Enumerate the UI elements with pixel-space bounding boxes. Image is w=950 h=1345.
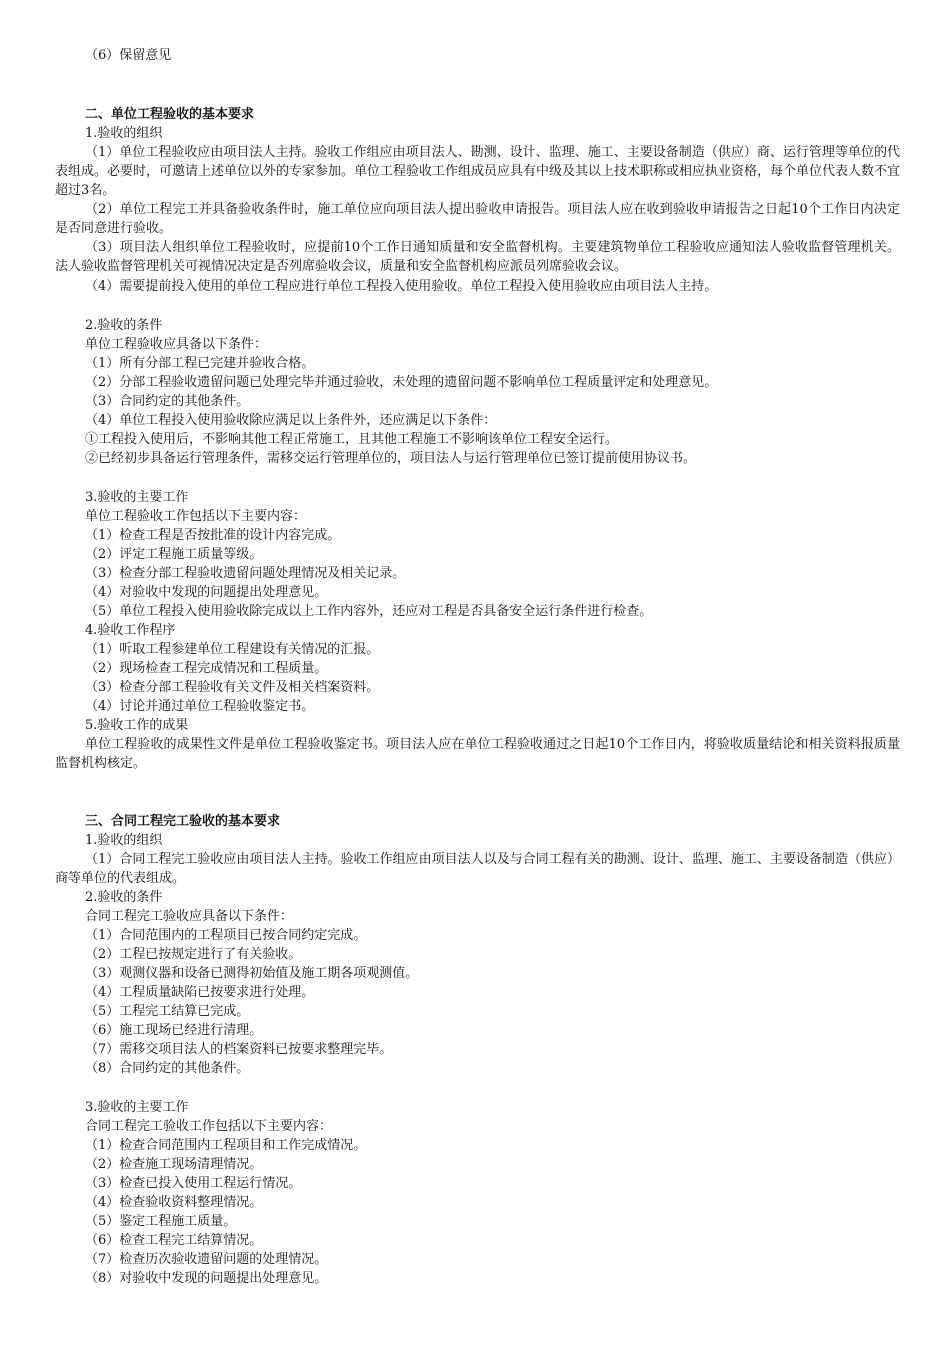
s2-org-para-2: （2）单位工程完工并具备验收条件时，施工单位应向项目法人提出验收申请报告。项目法人应在收到验收申请报告之日起10个工作日内决定是否同意进行验收。	[55, 202, 900, 237]
s2-result-para: 单位工程验收的成果性文件是单位工程验收鉴定书。项目法人应在单位工程验收通过之日起10个工作日内，将验收质量结论和相关资料报质量监督机构核定。	[55, 737, 900, 772]
s3-work-item: （5）鉴定工程施工质量。	[85, 1214, 237, 1229]
s2-work-item: （2）评定工程施工质量等级。	[85, 547, 263, 562]
s3-cond-intro: 合同工程完工验收应具备以下条件：	[85, 909, 294, 924]
s2-cond-subitem: ②已经初步具备运行管理条件，需移交运行管理单位的，项目法人与运行管理单位已签订提前使用协议书。	[85, 451, 697, 466]
s3-work-item: （6）检查工程完工结算情况。	[85, 1233, 263, 1248]
s2-work-item: （4）对验收中发现的问题提出处理意见。	[85, 585, 328, 600]
s3-cond-item: （3）观测仪器和设备已测得初始值及施工期各项观测值。	[85, 966, 419, 981]
s3-cond-item: （6）施工现场已经进行清理。	[85, 1023, 263, 1038]
s2-work-heading: 3.验收的主要工作	[85, 490, 189, 505]
s3-work-item: （3）检查已投入使用工程运行情况。	[85, 1176, 302, 1191]
s2-work-item: （3）检查分部工程验收遗留问题处理情况及相关记录。	[85, 566, 406, 581]
section-3-title: 三、合同工程完工验收的基本要求	[85, 814, 281, 829]
s3-cond-heading: 2.验收的条件	[85, 890, 163, 905]
s3-work-intro: 合同工程完工验收工作包括以下主要内容：	[85, 1119, 333, 1134]
s2-org-heading: 1.验收的组织	[85, 126, 163, 141]
s2-work-item: （1）检查工程是否按批准的设计内容完成。	[85, 528, 341, 543]
s3-work-item: （2）检查施工现场清理情况。	[85, 1157, 263, 1172]
s3-cond-item: （1）合同范围内的工程项目已按合同约定完成。	[85, 928, 367, 943]
s2-cond-item: （1）所有分部工程已完建并验收合格。	[85, 356, 315, 371]
s3-cond-item: （2）工程已按规定进行了有关验收。	[85, 947, 302, 962]
reserve-opinion-item: （6）保留意见	[85, 48, 172, 63]
s2-cond-heading: 2.验收的条件	[85, 318, 163, 333]
s2-org-para-1: （1）单位工程验收应由项目法人主持。验收工作组应由项目法人、勘测、设计、监理、施工、主要设备制造（供应）商、运行管理等单位的代表组成。必要时，可邀请上述单位以外的专家参加。单位工程验收工作组成员应具有中级及其以上技术职称或相应执业资格，每个单位代表人数不宜超过3名。	[55, 145, 901, 199]
s3-work-heading: 3.验收的主要工作	[85, 1100, 189, 1115]
s2-work-intro: 单位工程验收工作包括以下主要内容：	[85, 509, 307, 524]
s3-org-heading: 1.验收的组织	[85, 833, 163, 848]
s2-proc-item: （1）听取工程参建单位工程建设有关情况的汇报。	[85, 642, 380, 657]
s2-cond-item: （2）分部工程验收遗留问题已处理完毕并通过验收，未处理的遗留问题不影响单位工程质量评定和处理意见。	[85, 375, 718, 390]
s2-work-item: （5）单位工程投入使用验收除完成以上工作内容外，还应对工程是否具备安全运行条件进行检查。	[85, 604, 653, 619]
s2-org-para-3: （3）项目法人组织单位工程验收时，应提前10个工作日通知质量和安全监督机构。主要建筑物单位工程验收应通知法人验收监督管理机关。法人验收监督管理机关可视情况决定是否列席验收会议，质量和安全监督机构应派员列席验收会议。	[55, 240, 900, 275]
section-2-title: 二、单位工程验收的基本要求	[85, 107, 255, 122]
s3-work-item: （4）检查验收资料整理情况。	[85, 1195, 263, 1210]
s2-cond-item: （4）单位工程投入使用验收除应满足以上条件外，还应满足以下条件：	[85, 413, 497, 428]
s3-work-item: （1）检查合同范围内工程项目和工作完成情况。	[85, 1138, 367, 1153]
s2-cond-item: （3）合同约定的其他条件。	[85, 394, 250, 409]
s2-cond-subitem: ①工程投入使用后，不影响其他工程正常施工，且其他工程施工不影响该单位工程安全运行。	[85, 432, 619, 447]
s3-cond-item: （8）合同约定的其他条件。	[85, 1061, 250, 1076]
s2-proc-item: （3）检查分部工程验收有关文件及相关档案资料。	[85, 680, 380, 695]
s2-proc-item: （2）现场检查工程完成情况和工程质量。	[85, 661, 328, 676]
s3-org-para: （1）合同工程完工验收应由项目法人主持。验收工作组应由项目法人以及与合同工程有关的勘测、设计、监理、施工、主要设备制造（供应）商等单位的代表组成。	[55, 852, 900, 887]
s3-work-item: （7）检查历次验收遗留问题的处理情况。	[85, 1252, 328, 1267]
s3-cond-item: （5）工程完工结算已完成。	[85, 1004, 250, 1019]
s2-cond-intro: 单位工程验收应具备以下条件：	[85, 337, 268, 352]
s2-proc-item: （4）讨论并通过单位工程验收鉴定书。	[85, 699, 315, 714]
s3-work-item: （8）对验收中发现的问题提出处理意见。	[85, 1271, 328, 1286]
s2-org-para-4: （4）需要提前投入使用的单位工程应进行单位工程投入使用验收。单位工程投入使用验收应由项目法人主持。	[85, 279, 718, 294]
s2-result-heading: 5.验收工作的成果	[85, 718, 189, 733]
s3-cond-item: （7）需移交项目法人的档案资料已按要求整理完毕。	[85, 1042, 393, 1057]
s2-proc-heading: 4.验收工作程序	[85, 623, 176, 638]
s3-cond-item: （4）工程质量缺陷已按要求进行处理。	[85, 985, 315, 1000]
